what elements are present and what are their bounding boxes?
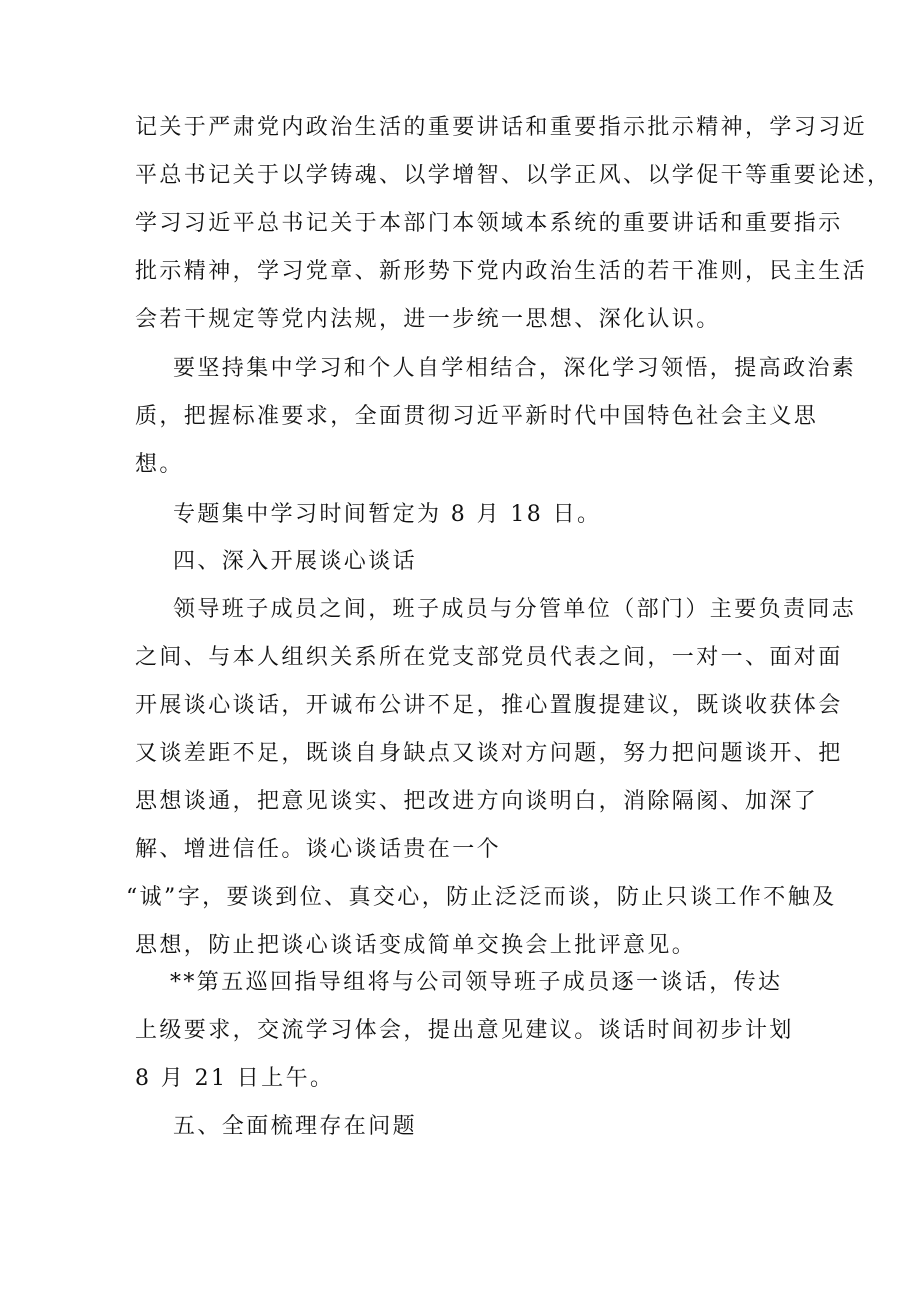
paragraph-line: 要坚持集中学习和个人自学相结合，深化学习领悟，提高政治素 [173, 356, 857, 381]
paragraph-line: 想。 [135, 452, 184, 477]
paragraph-line: 解、增进信任。谈心谈话贵在一个 [135, 837, 502, 862]
paragraph-line: “诚”字，要谈到位、真交心，防止泛泛而谈，防止只谈工作不触及 [126, 885, 837, 910]
paragraph-line: 批示精神，学习党章、新形势下党内政治生活的若干准则，民主生活 [135, 259, 868, 284]
paragraph-line: 平总书记关于以学铸魂、以学增智、以学正风、以学促干等重要论述， [135, 163, 892, 188]
paragraph-line: 之间、与本人组织关系所在党支部党员代表之间，一对一、面对面 [135, 645, 843, 670]
paragraph-line: 上级要求，交流学习体会，提出意见建议。谈话时间初步计划 [135, 1018, 794, 1043]
paragraph-line: 学习习近平总书记关于本部门本领域本系统的重要讲话和重要指示 [135, 211, 843, 236]
paragraph-line: 专题集中学习时间暂定为 8 月 18 日。 [173, 502, 602, 527]
paragraph-line: 又谈差距不足，既谈自身缺点又谈对方问题，努力把问题谈开、把 [135, 741, 843, 766]
paragraph-line: 会若干规定等党内法规，进一步统一思想、深化认识。 [135, 307, 721, 332]
paragraph-line: 8 月 21 日上午。 [135, 1066, 335, 1091]
paragraph-line: 质，把握标准要求，全面贯彻习近平新时代中国特色社会主义思 [135, 404, 819, 429]
section-heading: 四、深入开展谈心谈话 [173, 549, 418, 574]
paragraph-line: 开展谈心谈话，开诚布公讲不足，推心置腹提建议，既谈收获体会 [135, 693, 843, 718]
paragraph-line: 领导班子成员之间，班子成员与分管单位（部门）主要负责同志 [173, 597, 857, 622]
paragraph-line: 思想谈通，把意见谈实、把改进方向谈明白，消除隔阂、加深了 [135, 789, 819, 814]
paragraph-line: 记关于严肃党内政治生活的重要讲话和重要指示批示精神，学习习近 [135, 115, 868, 140]
paragraph-line: **第五巡回指导组将与公司领导班子成员逐一谈话，传达 [170, 970, 783, 995]
paragraph-line: 思想，防止把谈心谈话变成简单交换会上批评意见。 [135, 933, 697, 958]
section-heading: 五、全面梳理存在问题 [173, 1114, 418, 1139]
